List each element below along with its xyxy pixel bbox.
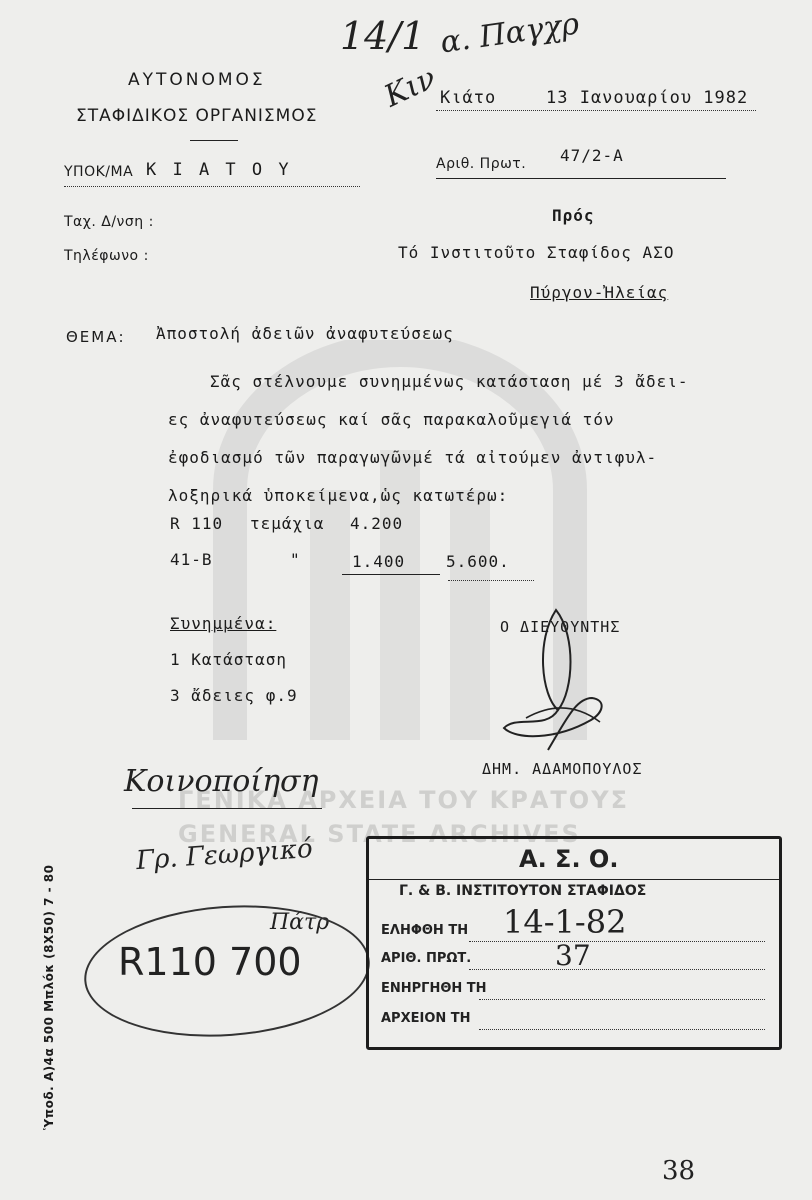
stamp-archive-label: ΑΡΧΕΙΟΝ ΤΗ bbox=[381, 1011, 471, 1026]
stamp-protocol-label: ΑΡΙΘ. ΠΡΩΤ. bbox=[381, 951, 472, 966]
subject-label: ΘΕΜΑ: bbox=[66, 328, 126, 346]
recipient-to-label: Πρός bbox=[552, 206, 595, 225]
item-2-desc: " bbox=[290, 550, 301, 569]
stamp-processed-line bbox=[479, 999, 765, 1000]
total-double-underline bbox=[448, 580, 534, 581]
handwritten-city: Πάτρ bbox=[270, 910, 330, 935]
form-code-vertical: Ὑποδ. Α)4α 500 Μπλόκ (8Χ50) 7 - 80 bbox=[42, 864, 56, 1130]
stamp-subtitle: Γ. & Β. ΙΝΣΤΙΤΟΥΤΟΝ ΣΤΑΦΙΔΟΣ bbox=[399, 883, 647, 899]
stamp-title: Α. Σ. Ο. bbox=[519, 845, 619, 873]
body-line-1: Σᾶς στέλνουμε συνημμένως κατάσταση μέ 3 ἄδει- bbox=[210, 372, 689, 391]
stamp-received-line bbox=[469, 941, 765, 942]
protocol-underline bbox=[436, 178, 726, 179]
signatory-role: Ο ΔΙΕΥΘΥΝΤΗΣ bbox=[500, 618, 621, 636]
protocol-number: 47/2-Α bbox=[560, 146, 624, 165]
org-name-line2: ΣΤΑΦΙΔΙΚΟΣ ΟΡΓΑΝΙΣΜΟΣ bbox=[76, 106, 318, 126]
recipient-place: Πύργον-Ἠλείας bbox=[530, 283, 669, 302]
qty-sum-underline bbox=[342, 574, 440, 575]
handwritten-signature bbox=[496, 600, 616, 770]
handwritten-oval-text: R110 700 bbox=[118, 940, 302, 984]
item-1-desc: τεμάχια bbox=[250, 514, 325, 533]
item-2-code: 41-Β bbox=[170, 550, 213, 569]
branch-underline bbox=[64, 186, 360, 187]
handwritten-cc-recipient: Γρ. Γεωργικό bbox=[135, 833, 314, 877]
handwritten-cc-underline bbox=[132, 808, 322, 809]
received-stamp bbox=[366, 836, 782, 1050]
handwritten-note-name: α. Παγχρ bbox=[438, 6, 582, 61]
recipient-name: Τό Ινστιτοῦτο Σταφίδος ΑΣΟ bbox=[398, 243, 675, 262]
protocol-label: Αριθ. Πρωτ. bbox=[436, 156, 527, 172]
body-line-2: ες ἀναφυτεύσεως καί σᾶς παρακαλοῦμεγιά τόν bbox=[168, 410, 615, 429]
org-name-line1: ΑΥΤΟΝΟΜΟΣ bbox=[128, 70, 266, 90]
phone-label: Τηλέφωνο : bbox=[64, 248, 149, 264]
date-place: Κιάτο bbox=[440, 88, 497, 108]
stamp-processed-label: ΕΝΗΡΓΗΘΗ ΤΗ bbox=[381, 981, 487, 996]
date-underline bbox=[436, 110, 756, 111]
watermark-line2: GENERAL STATE ARCHIVES bbox=[178, 820, 581, 848]
postal-address-label: Ταχ. Δ/νση : bbox=[64, 214, 154, 230]
handwritten-cc: Κοινοποίηση bbox=[124, 764, 319, 799]
stamp-protocol-line bbox=[469, 969, 765, 970]
branch-label: ΥΠΟΚ/ΜΑ bbox=[64, 164, 134, 180]
stamp-received-value: 14-1-82 bbox=[503, 903, 627, 941]
body-line-3: ἐφοδιασμό τῶν παραγωγῶνμέ τά αἰτούμεν ἀντιφυλ- bbox=[168, 448, 658, 467]
header-divider bbox=[190, 140, 238, 141]
attachment-1: 1 Κατάσταση bbox=[170, 650, 287, 669]
stamp-protocol-value: 37 bbox=[555, 939, 591, 972]
stamp-archive-line bbox=[479, 1029, 765, 1030]
date-value: 13 Ιανουαρίου 1982 bbox=[546, 88, 749, 108]
stamp-top-rule bbox=[369, 879, 779, 880]
watermark-line1: ΓΕΝΙΚΑ ΑΡΧΕΙΑ ΤΟΥ ΚΡΑΤΟΥΣ bbox=[178, 786, 629, 814]
handwritten-note-date: 14/1 bbox=[340, 14, 426, 58]
branch-value: Κ Ι Α Τ Ο Υ bbox=[146, 160, 292, 180]
item-2-total: 5.600. bbox=[446, 552, 510, 571]
item-2-qty: 1.400 bbox=[352, 552, 406, 571]
item-1-code: R 110 bbox=[170, 514, 224, 533]
attachments-title: Συνημμένα: bbox=[170, 614, 277, 633]
item-1-qty: 4.200 bbox=[350, 514, 404, 533]
attachment-2: 3 ἄδειες φ.9 bbox=[170, 686, 298, 705]
handwritten-note-initials: Κιν bbox=[379, 60, 442, 115]
subject-text: Ἀποστολή ἀδειῶν ἀναφυτεύσεως bbox=[156, 324, 454, 343]
body-line-4: λοξηρικά ὑποκείμενα,ὡς κατωτέρω: bbox=[168, 486, 509, 505]
page-number: 38 bbox=[662, 1156, 696, 1186]
stamp-received-label: ΕΛΗΦΘΗ ΤΗ bbox=[381, 923, 469, 938]
signatory-name: ΔΗΜ. ΑΔΑΜΟΠΟΥΛΟΣ bbox=[482, 760, 643, 778]
